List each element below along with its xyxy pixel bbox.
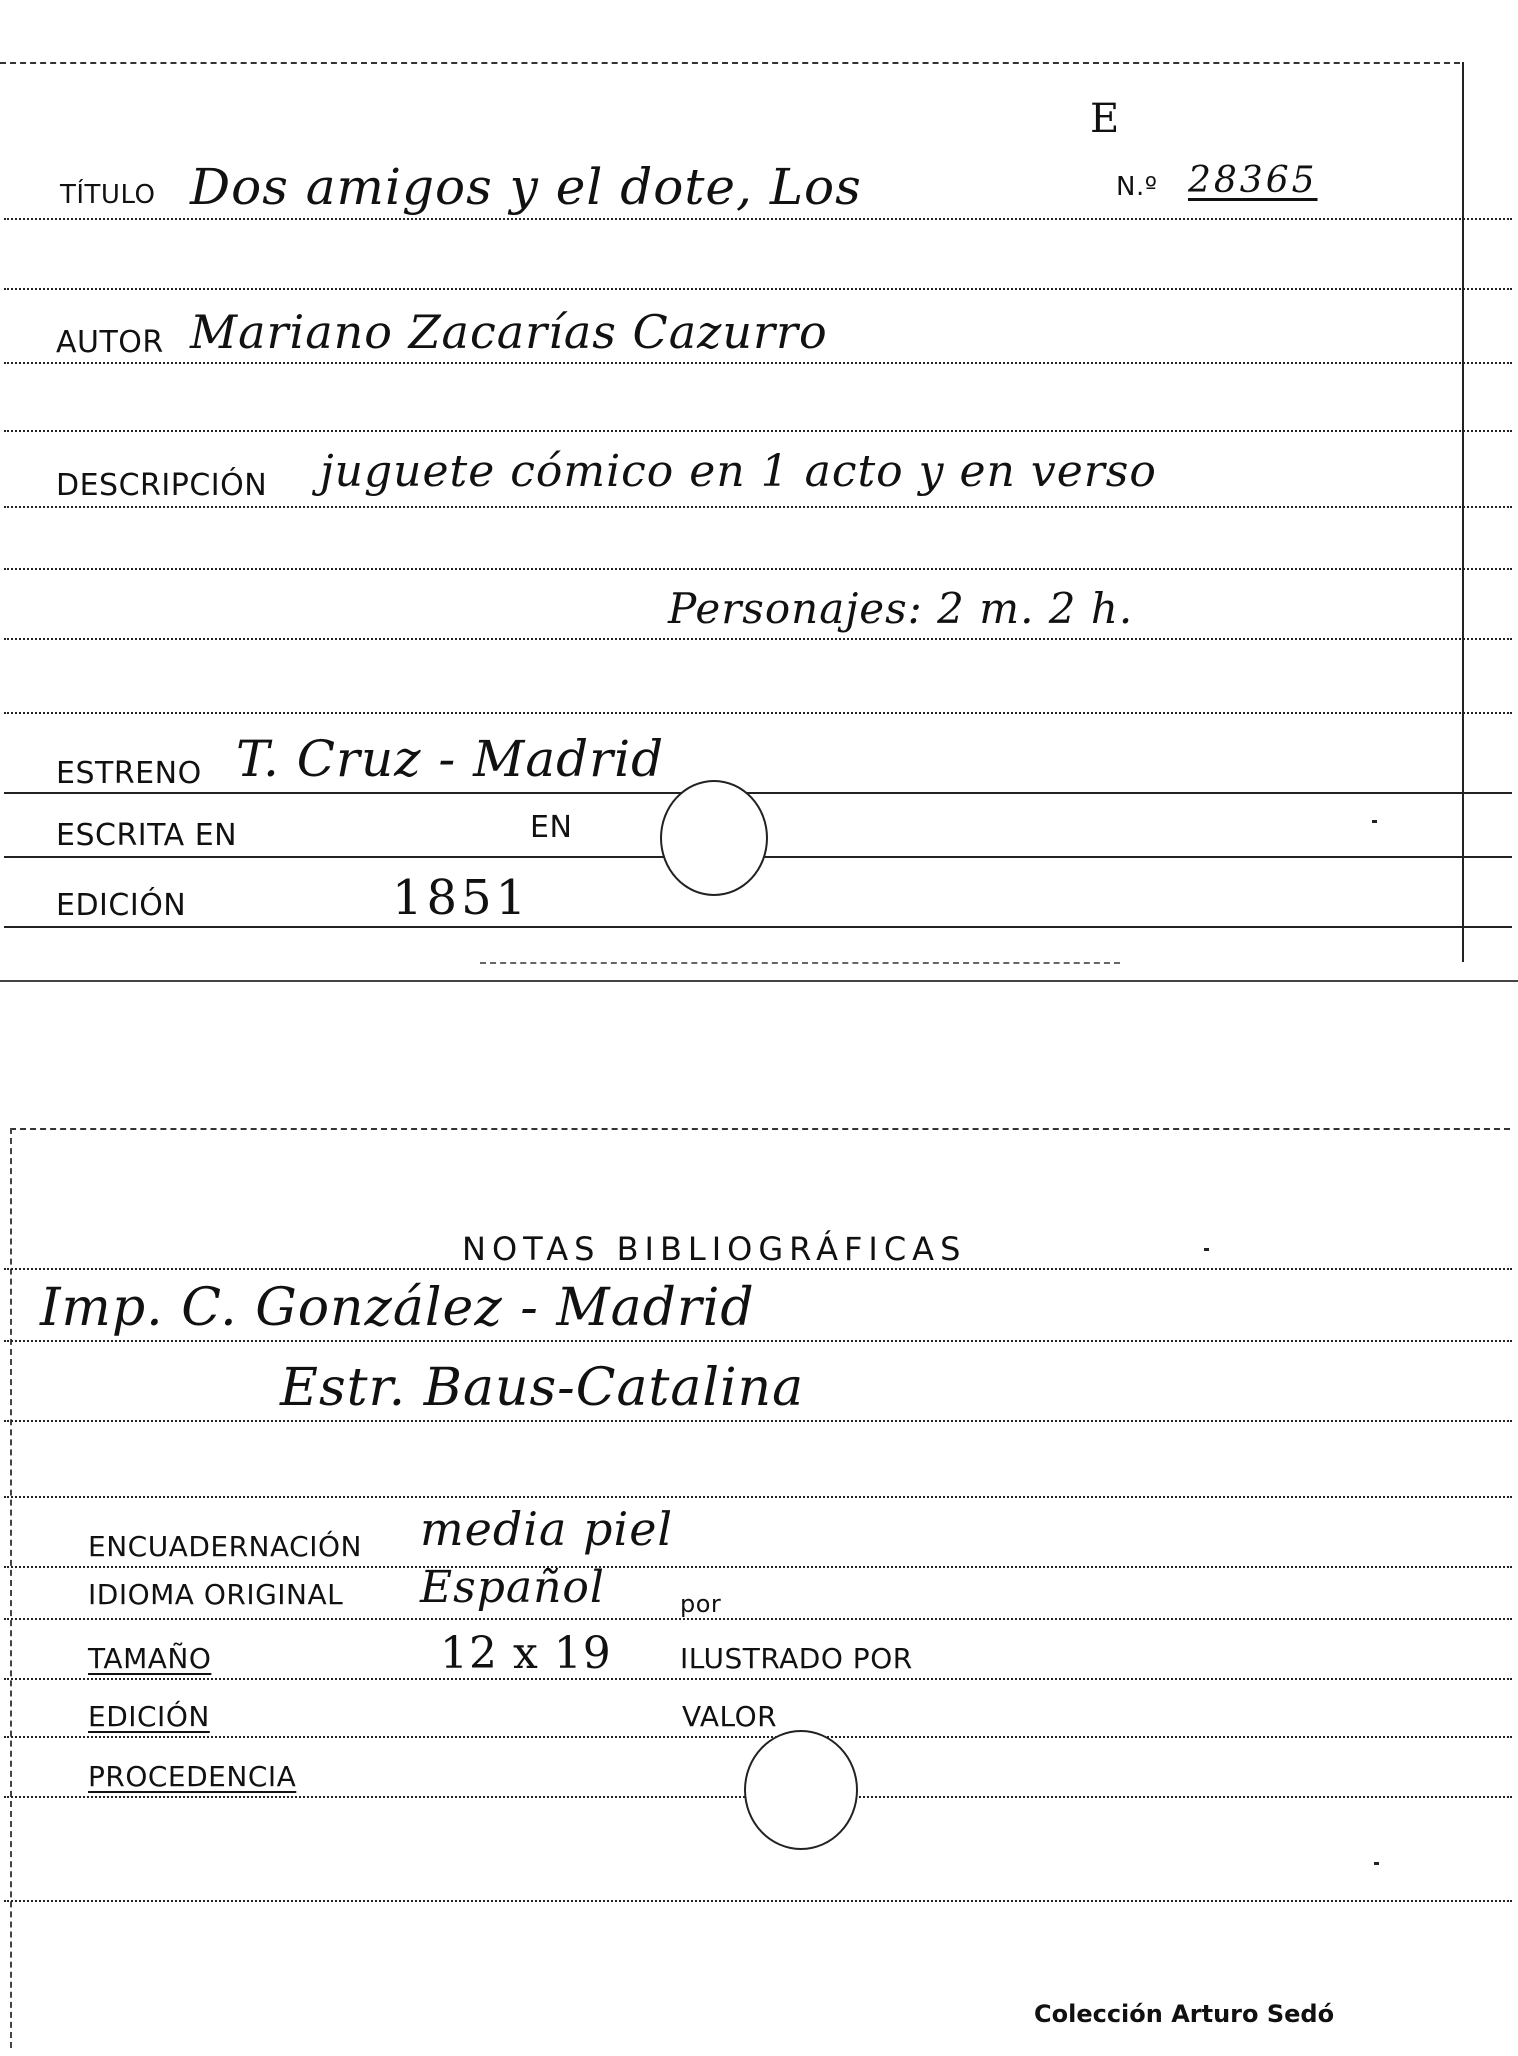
back-speck-1 <box>1204 1248 1209 1251</box>
personajes-rule <box>4 638 1512 640</box>
encuadernacion-label: ENCUADERNACIÓN <box>88 1530 362 1563</box>
blank-rule-2 <box>4 430 1512 432</box>
personajes-value: Personajes: 2 m. 2 h. <box>668 584 1134 633</box>
descripcion-rule <box>4 506 1512 508</box>
autor-rule <box>4 362 1512 364</box>
numero-label: N.º <box>1116 172 1158 202</box>
idioma-label: IDIOMA ORIGINAL <box>88 1578 344 1611</box>
card-right-edge <box>1462 62 1464 962</box>
encuadernacion-value: media piel <box>420 1502 674 1556</box>
card-top-edge <box>0 62 1460 64</box>
notas-heading: NOTAS BIBLIOGRÁFICAS <box>462 1230 967 1268</box>
descripcion-label: DESCRIPCIÓN <box>56 468 268 503</box>
estreno-rule <box>4 792 1512 794</box>
notas-rule <box>4 1268 1512 1270</box>
autor-value: Mariano Zacarías Cazurro <box>190 305 828 359</box>
page-divider <box>0 980 1518 982</box>
note-line-2: Estr. Baus-Catalina <box>280 1358 805 1418</box>
titulo-label: TÍTULO <box>60 180 156 210</box>
por-label: por <box>680 1590 722 1618</box>
procedencia-label: PROCEDENCIA <box>88 1760 297 1793</box>
bottom-rule <box>4 1900 1512 1902</box>
back-catalog-card <box>0 1100 1518 2056</box>
card-bottom-edge <box>480 962 1120 964</box>
valor-label: VALOR <box>682 1700 778 1733</box>
coleccion-footer: Colección Arturo Sedó <box>1034 2000 1335 2028</box>
descripcion-value: juguete cómico en 1 acto y en verso <box>320 446 1157 497</box>
tamano-value: 12 x 19 <box>440 1628 612 1679</box>
back-card-left-edge <box>10 1128 12 2048</box>
edicion-back-rule <box>4 1736 1512 1738</box>
note-rule-2 <box>4 1420 1512 1422</box>
titulo-value: Dos amigos y el dote, Los <box>190 158 862 216</box>
back-speck-2 <box>1374 1862 1379 1865</box>
titulo-rule <box>4 218 1512 220</box>
encuadernacion-rule <box>4 1566 1512 1568</box>
tamano-rule <box>4 1678 1512 1680</box>
note-line-1: Imp. C. González - Madrid <box>40 1278 755 1338</box>
edicion-rule <box>4 926 1512 928</box>
front-catalog-card <box>0 0 1518 980</box>
back-card-top-edge <box>10 1128 1510 1130</box>
numero-value: 28365 <box>1188 160 1318 201</box>
blank-rule-5 <box>4 1496 1512 1498</box>
estreno-label: ESTRENO <box>56 756 202 791</box>
punch-hole <box>660 780 768 896</box>
ilustrado-label: ILUSTRADO POR <box>680 1642 913 1675</box>
back-edicion-label: EDICIÓN <box>88 1700 210 1733</box>
edicion-label: EDICIÓN <box>56 888 187 923</box>
blank-rule-4 <box>4 712 1512 714</box>
edicion-value: 1851 <box>392 870 531 926</box>
blank-rule-3 <box>4 568 1512 570</box>
corner-mark: E <box>1090 96 1121 142</box>
tamano-label: TAMAÑO <box>88 1642 212 1675</box>
idioma-value: Español <box>420 1562 605 1613</box>
speck <box>1372 820 1377 823</box>
blank-rule-1 <box>4 288 1512 290</box>
back-punch-hole <box>744 1730 858 1850</box>
idioma-rule <box>4 1618 1512 1620</box>
autor-label: AUTOR <box>56 325 164 360</box>
note-rule-1 <box>4 1340 1512 1342</box>
escrita-en-label: ESCRITA EN <box>56 818 238 853</box>
en-label: EN <box>530 810 573 845</box>
estreno-value: T. Cruz - Madrid <box>236 730 665 788</box>
